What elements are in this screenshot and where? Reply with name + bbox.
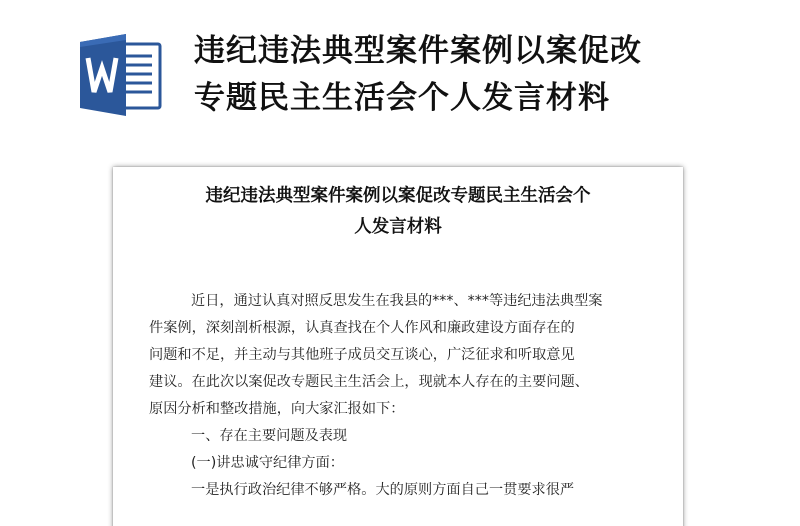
subsection-heading: (一)讲忠诚守纪律方面：	[191, 455, 344, 471]
word-icon	[78, 34, 164, 116]
section-heading: 一、存在主要问题及表现	[191, 428, 348, 444]
body-line: 问题和不足，并主动与其他班子成员交互谈心，广泛征求和听取意见	[149, 347, 575, 363]
document-sheet	[113, 167, 683, 526]
document-title-line-1: 违纪违法典型案件案例以案促改专题民主生活会个	[205, 186, 591, 206]
body-line: 件案例，深刻剖析根源，认真查找在个人作风和廉政建设方面存在的	[149, 320, 575, 336]
body-line: 原因分析和整改措施，向大家汇报如下：	[149, 401, 405, 417]
banner-title-line-2: 专题民主生活会个人发言材料	[194, 80, 610, 116]
body-line: 一是执行政治纪律不够严格。大的原则方面自己一贯要求很严	[191, 482, 575, 498]
document-title-line-2: 人发言材料	[354, 217, 442, 237]
document-title	[143, 181, 653, 243]
banner-title	[194, 28, 784, 122]
banner-title-line-1: 违纪违法典型案件案例以案促改	[194, 33, 642, 69]
header-banner	[0, 0, 800, 150]
body-line: 建议。在此次以案促改专题民主生活会上，现就本人存在的主要问题、	[149, 374, 589, 390]
body-line: 近日，通过认真对照反思发生在我县的***、***等违纪违法典型案	[191, 293, 603, 309]
document-body	[149, 288, 649, 504]
